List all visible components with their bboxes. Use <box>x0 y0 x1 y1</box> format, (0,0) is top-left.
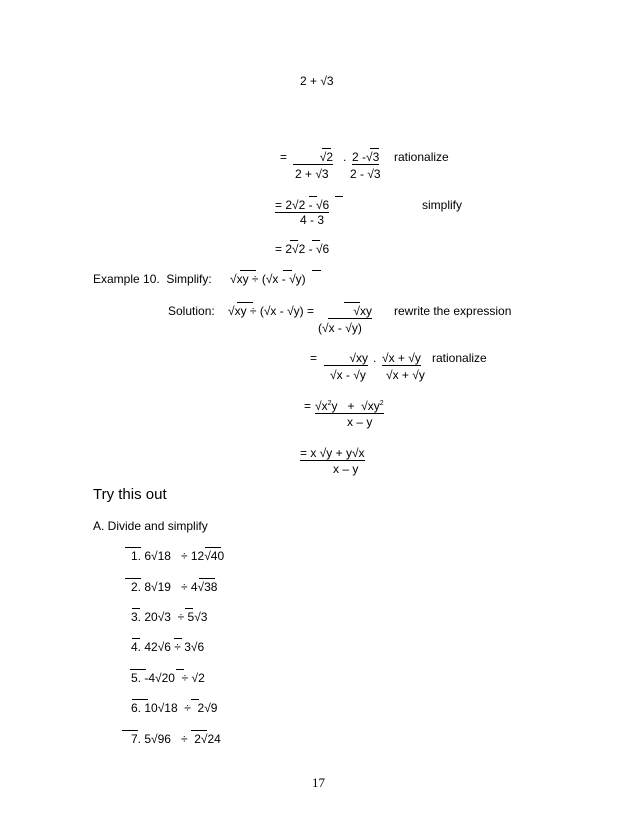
sol2-denominator-1: √x - √y <box>330 368 366 382</box>
sol3-exponent-a: 2 <box>327 400 332 407</box>
solution-note: rewrite the expression <box>394 304 512 318</box>
example10-expression: √xy ÷ (√x - √y) <box>230 272 306 286</box>
sol3-exponent-b: 2 <box>379 400 384 407</box>
radical-bar <box>199 578 215 579</box>
radical-bar <box>290 240 298 241</box>
step1-equals: = <box>280 150 288 164</box>
sol2-denominator-2: √x + √y <box>386 368 425 382</box>
radical-bar <box>130 669 146 670</box>
step1-numerator-1: √2 <box>293 150 333 165</box>
radical-bar <box>174 638 182 639</box>
radical-bar <box>237 302 253 303</box>
step3-result: = 2√2 - √6 <box>275 242 330 256</box>
sol2-numerator-1: √xy <box>324 351 368 366</box>
radical-bar <box>122 730 138 731</box>
step2-note: simplify <box>422 198 463 212</box>
sol4-numerator: = x √y + y√x <box>300 446 365 460</box>
exercise-item: 7. 5√96 ÷ 2√24 <box>131 732 221 746</box>
step1-denominator-2: 2 - √3 <box>350 167 381 181</box>
solution-label: Solution: <box>168 304 215 318</box>
expression-top: 2 + √3 <box>300 74 334 88</box>
radical-bar <box>335 196 343 197</box>
solution-lhs: √xy ÷ (√x - √y) = <box>228 304 315 318</box>
radical-bar <box>132 638 140 639</box>
exercise-item: 1. 6√18 ÷ 12√40 <box>131 549 225 563</box>
radical-bar <box>283 270 292 271</box>
section-heading: Try this out <box>93 486 167 503</box>
exercise-item: 3. 20√3 ÷ 5√3 <box>131 610 208 624</box>
radical-bar <box>185 608 193 609</box>
radical-bar <box>312 240 320 241</box>
radical-bar <box>132 699 148 700</box>
exercise-item: 2. 8√19 ÷ 4√38 <box>131 580 218 594</box>
sol3-numerator <box>315 399 384 414</box>
sol2-numerator-2: √x + √y <box>382 351 421 365</box>
sol3-term-b: y + √xy <box>331 399 380 413</box>
exercise-item: 5. -4√20 ÷ √2 <box>131 671 205 685</box>
sol3-equals: = <box>304 399 312 413</box>
sol3-denominator: x – y <box>347 415 373 429</box>
example10-label: Example 10. Simplify: <box>93 272 212 286</box>
exercise-item: 6. 10√18 ÷ 2√9 <box>131 701 218 715</box>
radical-bar <box>322 148 331 149</box>
section-instruction: A. Divide and simplify <box>93 519 208 533</box>
radical-bar <box>344 302 360 303</box>
radical-bar <box>125 578 141 579</box>
radical-bar <box>132 608 140 609</box>
sol3-term-a: √x <box>315 399 328 413</box>
page-number: 17 <box>312 775 325 790</box>
step1-note: rationalize <box>394 150 449 164</box>
step2-denominator: 4 - 3 <box>300 213 325 227</box>
radical-bar <box>312 270 321 271</box>
sol2-note: rationalize <box>432 351 487 365</box>
radical-bar <box>205 547 221 548</box>
step1-numerator-2: 2 -√3 <box>352 150 380 164</box>
radical-bar <box>240 270 256 271</box>
exercise-item: 4. 42√6 ÷ 3√6 <box>131 640 205 654</box>
radical-bar <box>176 669 184 670</box>
sol2-dot: . <box>373 351 377 365</box>
solution-denominator: (√x - √y) <box>318 321 362 335</box>
radical-bar <box>125 547 141 548</box>
sol2-equals: = <box>310 351 318 365</box>
solution-numerator: √xy <box>328 304 372 319</box>
step1-dot: . <box>343 150 347 164</box>
step1-denominator-1: 2 + √3 <box>295 167 329 181</box>
radical-bar <box>370 148 379 149</box>
radical-bar <box>191 730 207 731</box>
radical-bar <box>191 699 199 700</box>
step2-numerator: = 2√2 - √6 <box>275 198 330 212</box>
radical-bar <box>309 196 317 197</box>
sol4-denominator: x – y <box>333 462 359 476</box>
